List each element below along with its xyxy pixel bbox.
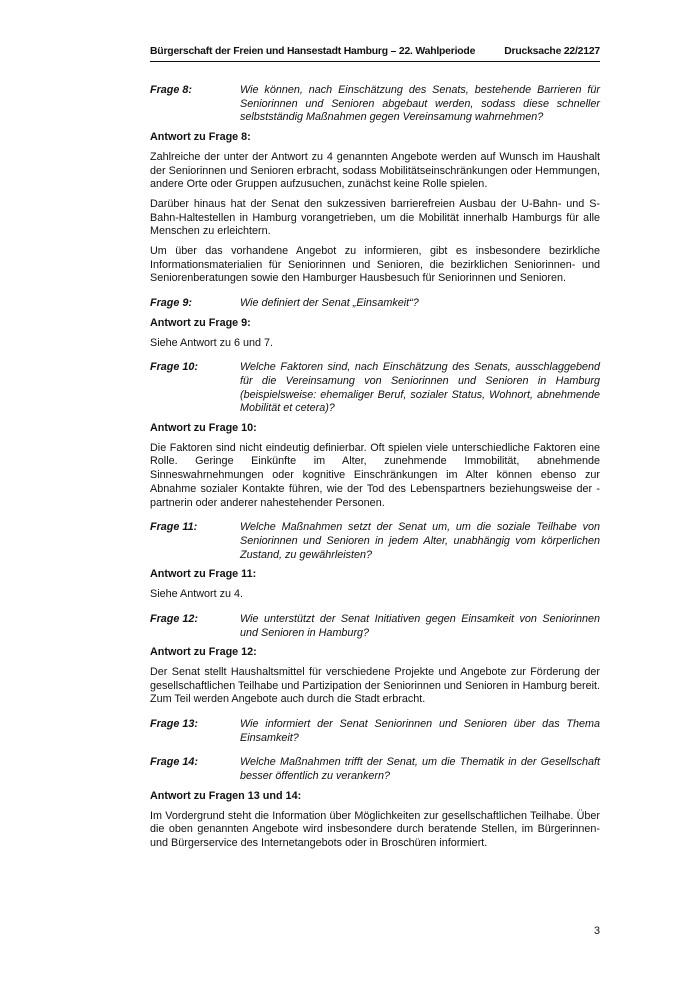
answer-heading-frage-9: Antwort zu Frage 9:: [150, 316, 251, 329]
question-block-frage-8: [150, 84, 600, 125]
answer-heading-frage-12: Antwort zu Frage 12:: [150, 646, 257, 659]
question-text: Wie können, nach Einschätzung des Senats, bestehende Barrieren für Seniorinnen und Senioren abgebaut werden, sodass diese schneller selbstständig Maßnahmen gegen Vereinsamung wahrnehmen?: [240, 84, 600, 124]
page-number: 3: [593, 925, 600, 937]
answer-heading-frage-8: Antwort zu Frage 8:: [150, 131, 251, 144]
header-title: Bürgerschaft der Freien und Hansestadt Hamburg – 22. Wahlperiode: [150, 46, 476, 57]
paragraph: Darüber hinaus hat der Senat den sukzessiven barrierefreien Ausbau der U-Bahn- und S-Bahn-Haltestellen in Hamburg vorangetrieben, um die Mobilität innerhalb Hamburgs für alle Menschen zu erleichtern.: [150, 197, 600, 238]
question-block-frage-14: [150, 756, 600, 783]
paragraph: Die Faktoren sind nicht eindeutig definierbar. Oft spielen viele unterschiedliche Faktoren eine Rolle. Geringe Einkünfte im Alter, zunehmende Immobilität, abnehmende Sinneswahrnehmungen oder kognitive Einschränkungen im Alter können ebenso zur Abnahme sozialer Kontakte führen, wie der Tod des Lebenspartners beziehungsweise der -partnerin oder anderer nahestehender Personen.: [150, 441, 600, 509]
question-label: Frage 13:: [150, 718, 199, 731]
answer-heading-frage-11: Antwort zu Frage 11:: [150, 568, 257, 581]
paragraph: Siehe Antwort zu 4.: [150, 588, 244, 601]
page-header: [150, 46, 600, 62]
question-text: Welche Maßnahmen trifft der Senat, um die Thematik in der Gesellschaft besser öffentlich zu verankern?: [240, 756, 600, 783]
question-label: Frage 12:: [150, 612, 199, 625]
document-body: [150, 62, 600, 857]
answer-heading-frage-10: Antwort zu Frage 10:: [150, 422, 257, 435]
question-block-frage-10: [150, 361, 600, 416]
answer-heading-fragen-13-14: Antwort zu Fragen 13 und 14:: [150, 789, 302, 802]
question-text: Welche Maßnahmen setzt der Senat um, um die soziale Teilhabe von Seniorinnen und Senioren in jedem Alter, unabhängig vom körperlichen Zustand, zu gewährleisten?: [240, 521, 600, 561]
question-label: Frage 9:: [150, 297, 193, 310]
question-text: Welche Faktoren sind, nach Einschätzung des Senats, ausschlaggebend für die Vereinsamung von Seniorinnen und Senioren in Hamburg (beispielsweise: ehemaliger Beruf, sozialer Status, Wohnort, abnehmende Mobilität et cetera)?: [240, 361, 600, 415]
paragraph: Um über das vorhandene Angebot zu informieren, gibt es insbesondere bezirkliche Informationsmaterialien für Seniorinnen und Senioren, die bezirklichen Seniorinnen- und Seniorenberatungen sowie den Hamburger Hausbesuch für Seniorinnen und Senioren.: [150, 245, 600, 285]
question-text: Wie unterstützt der Senat Initiativen gegen Einsamkeit von Seniorinnen und Senioren in Hamburg?: [240, 612, 600, 639]
question-block-frage-12: [150, 613, 600, 640]
header-doc-number: Drucksache 22/2127: [504, 46, 600, 57]
question-block-frage-13: [150, 718, 600, 745]
question-block-frage-9: [150, 297, 600, 311]
paragraph: Im Vordergrund steht die Information über Möglichkeiten zur gesellschaftlichen Teilhabe. Über die oben genannten Angebote wird insbesondere durch beratende Stellen, im Bürgerinnen- und Bürgerservice des Internetangebots oder in Broschüren informiert.: [150, 809, 600, 849]
question-label: Frage 11:: [150, 521, 198, 534]
question-label: Frage 8:: [150, 84, 193, 96]
paragraph: Zahlreiche der unter der Antwort zu 4 genannten Angebote werden auf Wunsch im Haushalt der Seniorinnen und Senioren erbracht, sodass Mobilitätseinschränkungen oder Hemmungen, andere Orte oder Gruppen aufzusuchen, zunächst keine Rolle spielen.: [150, 150, 600, 191]
paragraph: Siehe Antwort zu 6 und 7.: [150, 336, 274, 349]
paragraph: Der Senat stellt Haushaltsmittel für verschiedene Projekte und Angebote zur Förderung der gesellschaftlichen Teilhabe und Partizipation der Seniorinnen und Senioren in Hamburg bereit. Zum Teil werden Angebote auch durch die Stadt erbracht.: [150, 665, 600, 706]
question-block-frage-11: [150, 521, 600, 562]
question-label: Frage 14:: [150, 756, 199, 769]
question-text: Wie definiert der Senat „Einsamkeit“?: [240, 297, 419, 310]
question-label: Frage 10:: [150, 361, 199, 374]
question-text: Wie informiert der Senat Seniorinnen und Senioren über das Thema Einsamkeit?: [240, 718, 600, 744]
